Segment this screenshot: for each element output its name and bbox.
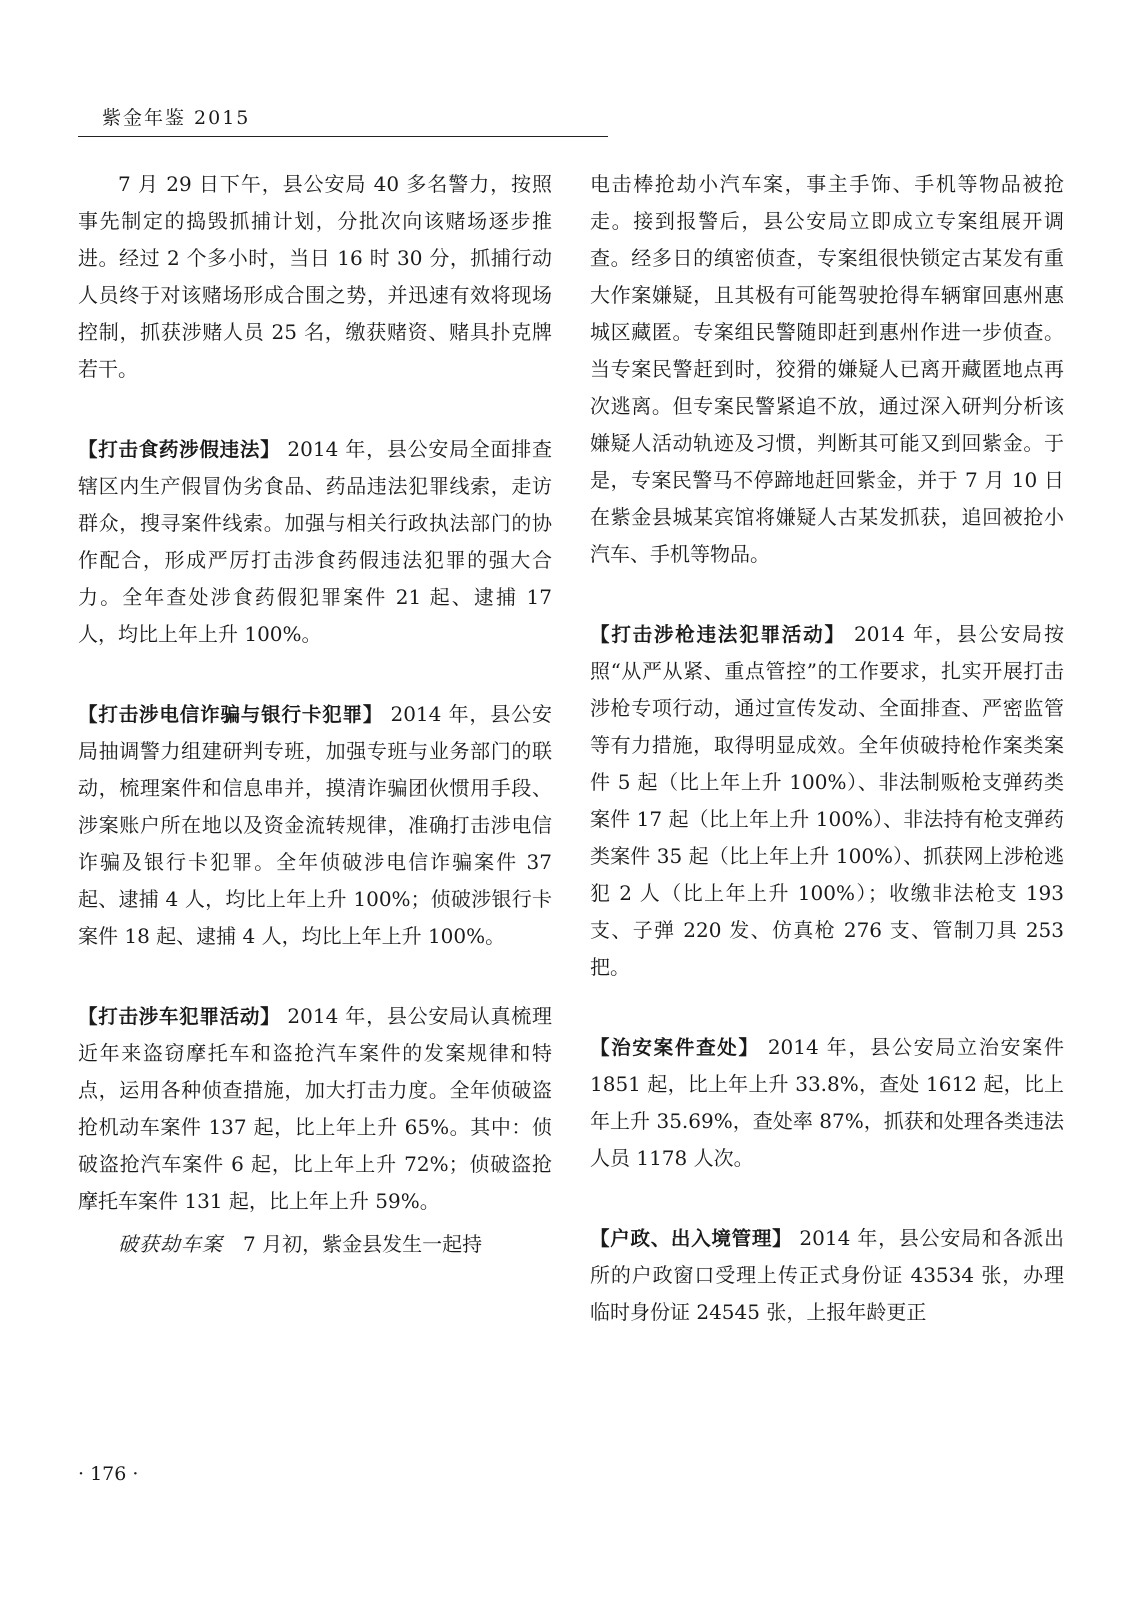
- running-title: 紫金年鉴 2015: [102, 107, 251, 129]
- header-rule: [78, 136, 608, 137]
- left-column: [78, 166, 552, 1263]
- paragraph-carjacking-case: [78, 1226, 552, 1263]
- section-body: 2014 年，县公安局立治安案件 1851 起，比上年上升 33.8%，查处 1612 起，比上年上升 35.69%，查处率 87%，抓获和处理各类违法人员 1178 人次。: [590, 1035, 1064, 1170]
- page-number: · 176 ·: [78, 1463, 139, 1485]
- section-heading: 【治安案件查处】: [590, 1036, 760, 1059]
- section-food-drug-fraud: [78, 431, 552, 653]
- section-heading: 【打击涉电信诈骗与银行卡犯罪】: [78, 703, 384, 726]
- section-body: 2014 年，县公安局和各派出所的户政窗口受理上传正式身份证 43534 张，办理临时身份证 24545 张，上报年龄更正: [590, 1226, 1064, 1324]
- section-body: 2014 年，县公安局全面排查辖区内生产假冒伪劣食品、药品违法犯罪线索，走访群众，搜寻案件线索。加强与相关行政执法部门的协作配合，形成严厉打击涉食药假违法犯罪的强大合力。全年查处涉食药假犯罪案件 21 起、逮捕 17 人，均比上年上升 100%。: [78, 437, 552, 646]
- section-public-security-cases: [590, 1029, 1064, 1177]
- section-heading: 【打击食药涉假违法】: [78, 438, 281, 461]
- section-body: 2014 年，县公安局认真梳理近年来盗窃摩托车和盗抢汽车案件的发案规律和特点，运用各种侦查措施，加大打击力度。全年侦破盗抢机动车案件 137 起，比上年上升 65%。其中：侦破盗抢汽车案件 6 起，比上年上升 72%；侦破盗抢摩托车案件 131 起，比上年上升 59%。: [78, 1004, 552, 1213]
- sub-heading: 破获劫车案: [118, 1232, 223, 1256]
- section-heading: 【户政、出入境管理】: [590, 1227, 793, 1250]
- section-vehicle-crime: [78, 998, 552, 1220]
- section-body: 2014 年，县公安局抽调警力组建研判专班，加强专班与业务部门的联动，梳理案件和信息串并，摸清诈骗团伙惯用手段、涉案账户所在地以及资金流转规律，准确打击涉电信诈骗及银行卡犯罪。全年侦破涉电信诈骗案件 37 起、逮捕 4 人，均比上年上升 100%；侦破涉银行卡案件 18 起、逮捕 4 人，均比上年上升 100%。: [78, 702, 552, 948]
- section-telecom-fraud: [78, 696, 552, 955]
- paragraph-carjacking-continued: 电击棒抢劫小汽车案，事主手饰、手机等物品被抢走。接到报警后，县公安局立即成立专案组展开调查。经多日的缜密侦查，专案组很快锁定古某发有重大作案嫌疑，且其极有可能驾驶抢得车辆窜回惠州惠城区藏匿。专案组民警随即赶到惠州作进一步侦查。当专案民警赶到时，狡猾的嫌疑人已离开藏匿地点再次逃离。但专案民警紧追不放，通过深入研判分析该嫌疑人活动轨迹及习惯，判断其可能又到回紫金。于是，专案民警马不停蹄地赶回紫金，并于 7 月 10 日在紫金县城某宾馆将嫌疑人古某发抓获，追回被抢小汽车、手机等物品。: [590, 172, 1064, 566]
- section-body: 2014 年，县公安局按照“从严从紧、重点管控”的工作要求，扎实开展打击涉枪专项行动，通过宣传发动、全面排查、严密监管等有力措施，取得明显成效。全年侦破持枪作案类案件 5 起（比上年上升 100%）、非法制贩枪支弹药类案件 17 起（比上年上升 100%）、非法持有枪支弹药类案件 35 起（比上年上升 100%）、抓获网上涉枪逃犯 2 人（比上年上升 100%）；收缴非法枪支 193 支、子弹 220 发、仿真枪 276 支、管制刀具 253 把。: [590, 622, 1064, 979]
- paragraph-gambling-raid: 7 月 29 日下午，县公安局 40 多名警力，按照事先制定的捣毁抓捕计划，分批次向该赌场逐步推进。经过 2 个多小时，当日 16 时 30 分，抓捕行动人员终于对该赌场形成合围之势，并迅速有效将现场控制，抓获涉赌人员 25 名，缴获赌资、赌具扑克牌若干。: [78, 172, 552, 381]
- right-column: [590, 166, 1064, 1331]
- section-firearms-crime: [590, 616, 1064, 986]
- sub-body: 7 月初，紫金县发生一起持: [223, 1232, 483, 1256]
- section-heading: 【打击涉车犯罪活动】: [78, 1005, 281, 1028]
- section-household-immigration: [590, 1220, 1064, 1331]
- section-heading: 【打击涉枪违法犯罪活动】: [590, 623, 846, 646]
